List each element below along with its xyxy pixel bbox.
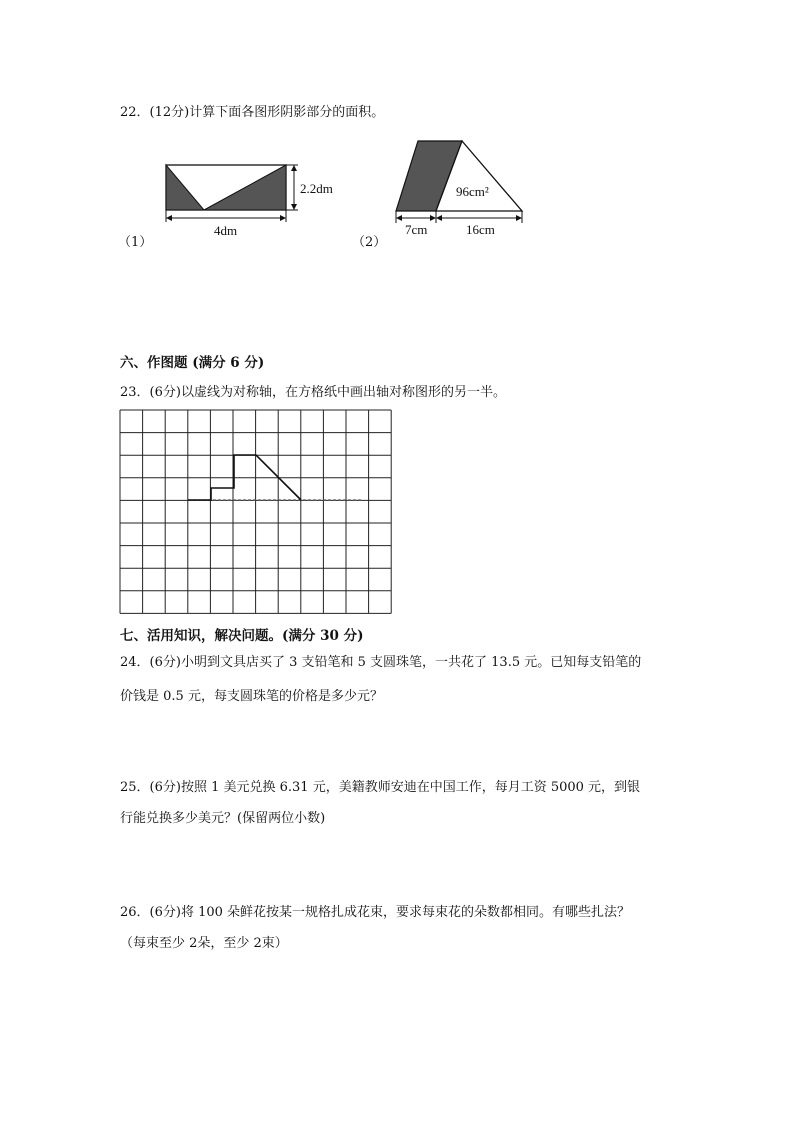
q25-line2: 行能兑换多少美元？(保留两位小数) (120, 811, 326, 826)
fig1-height-label: 2.2dm (300, 181, 333, 196)
fig1-width-label: 4dm (214, 223, 238, 238)
fig2-left-label: 7cm (405, 222, 428, 237)
q23-prompt: 23．(6分)以虚线为对称轴，在方格纸中画出轴对称图形的另一半。 (120, 385, 506, 400)
fig1-label: （1） (118, 235, 153, 250)
q24-line2: 价钱是 0.5 元，每支圆珠笔的价格是多少元？ (120, 689, 383, 704)
fig2-right-label: 16cm (466, 222, 495, 237)
fig2-area-label: 96cm² (456, 184, 489, 199)
q22-prompt: 22．(12分)计算下面各图形阴影部分的面积。 (120, 105, 385, 120)
q25-line1: 25．(6分)按照 1 美元兑换 6.31 元，美籍教师安迪在中国工作，每月工资 5000 元，到银 (120, 780, 641, 795)
q26-line1: 26．(6分)将 100 朵鲜花按某一规格扎成花束，要求每束花的朵数都相同。有哪些扎法？ (120, 905, 631, 920)
section-6-title: 六、作图题 (满分 6 分) (120, 355, 265, 371)
q26-line2: （每束至少 2朵，至少 2束） (120, 936, 288, 951)
fig2-label: （2） (352, 235, 387, 250)
q24-line1: 24．(6分)小明到文具店买了 3 支铅笔和 5 支圆珠笔，一共花了 13.5 元。已知每支铅笔的 (120, 655, 642, 670)
section-7-title: 七、活用知识，解决问题。(满分 30 分) (120, 628, 364, 644)
